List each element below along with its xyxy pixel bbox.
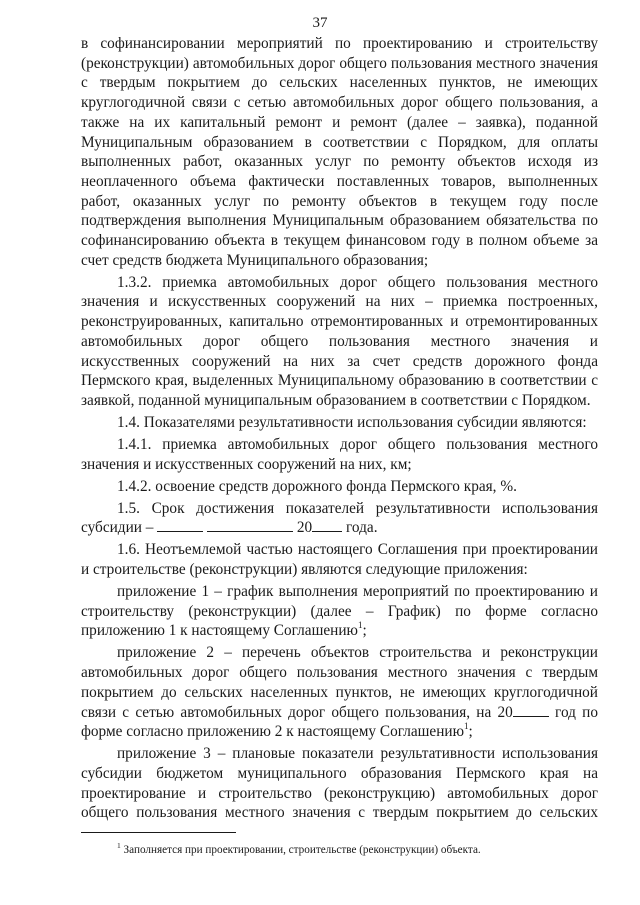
- body-text: [81, 34, 598, 825]
- date-blank-month: [207, 530, 293, 532]
- appendix-2-end: ;: [468, 723, 473, 741]
- footnote: [117, 843, 597, 857]
- page-number: 37: [312, 15, 328, 31]
- paragraph-appendix-3: приложение 3 – плановые показатели результативности использования субсидии бюджетом муниципального образования Пермского края на проектирование и строительство (реконструкцию) автомобильных дорог общего пользования местного значения с твердым покрытием до сельских: [81, 745, 598, 822]
- paragraph-1-4-1: 1.4.1. приемка автомобильных дорог общего пользования местного значения и искусственных сооружений на них, км;: [81, 435, 598, 473]
- paragraph-cofinancing-continuation: в софинансировании мероприятий по проектированию и строительству (реконструкции) автомобильных дорог общего пользования местного значения с твердым покрытием до сельских населенных пунктов, не имеющих круглогодичной связи с сетью автомобильных дорог общего пользования, а также на их капитальный ремонт и ремонт (далее – заявка), поданной Муниципальным образованием в соответствии с Порядком, для оплаты выполненных работ, оказанных услуг по ремонту объектов исходя из неоплаченного объема фактически поставленных товаров, выполненных работ, оказанных услуг по ремонту объектов в текущем году после подтверждения выполнения Муниципальным образованием обязательства по софинансированию объекта в текущем финансовом году в полном объеме за счет средств бюджета Муниципального образования;: [81, 35, 598, 269]
- paragraph-1-6: 1.6. Неотъемлемой частью настоящего Соглашения при проектировании и строительстве (реконструкции) являются следующие приложения:: [81, 541, 598, 579]
- appendix-2-prefix: приложение 2 – перечень объектов строительства и реконструкции автомобильных дорог общего пользования местного значения с твердым покрытием до сельских населенных пунктов, не имеющих круглогодичной связи с сетью автомобильных дорог общего пользования, на 20: [81, 644, 598, 721]
- year-blank: [513, 715, 549, 717]
- appendix-2-suffix: год по форме согласно приложению 2 к настоящему Соглашению: [81, 703, 599, 741]
- date-blank-day: [157, 530, 203, 532]
- paragraph-1-4-2: 1.4.2. освоение средств дорожного фонда Пермского края, %.: [117, 477, 517, 495]
- footnote-marker: 1: [117, 841, 121, 850]
- paragraph-1-5: [81, 499, 598, 538]
- footnote-divider: [81, 832, 236, 833]
- footnote-ref: 1: [357, 620, 363, 631]
- appendix-1-end: ;: [362, 622, 367, 640]
- paragraph-appendix-2: [81, 643, 598, 742]
- paragraph-1-4: 1.4. Показателями результативности использования субсидии являются:: [117, 413, 587, 431]
- footnote-text: Заполняется при проектировании, строительстве (реконструкции) объекта.: [123, 844, 481, 856]
- paragraph-1-3-2: 1.3.2. приемка автомобильных дорог общего пользования местного значения и искусственных сооружений на них – приемка построенных, реконструированных, капитально отремонтированных и отремонтированных автомобильных дорог общего пользования местного значения и искусственных сооружений на них за счет средств дорожного фонда Пермского края, выделенных Муниципальному образованию в соответствии с заявкой, поданной муниципальным образованием в соответствии с Порядком.: [81, 273, 598, 409]
- footnote-ref: 1: [464, 721, 469, 732]
- appendix-1-text: приложение 1 – график выполнения мероприятий по проектированию и строительству (реконструкции) (далее – График) по форме согласно приложению 1 к настоящему Соглашению: [81, 583, 598, 640]
- paragraph-1-5-prefix: 1.5. Срок достижения показателей результативности использования субсидии –: [81, 499, 598, 537]
- paragraph-1-5-year-prefix: 20: [296, 519, 313, 537]
- paragraph-1-5-suffix: года.: [346, 519, 378, 537]
- paragraph-appendix-1: [81, 582, 598, 641]
- date-blank-year: [312, 530, 342, 532]
